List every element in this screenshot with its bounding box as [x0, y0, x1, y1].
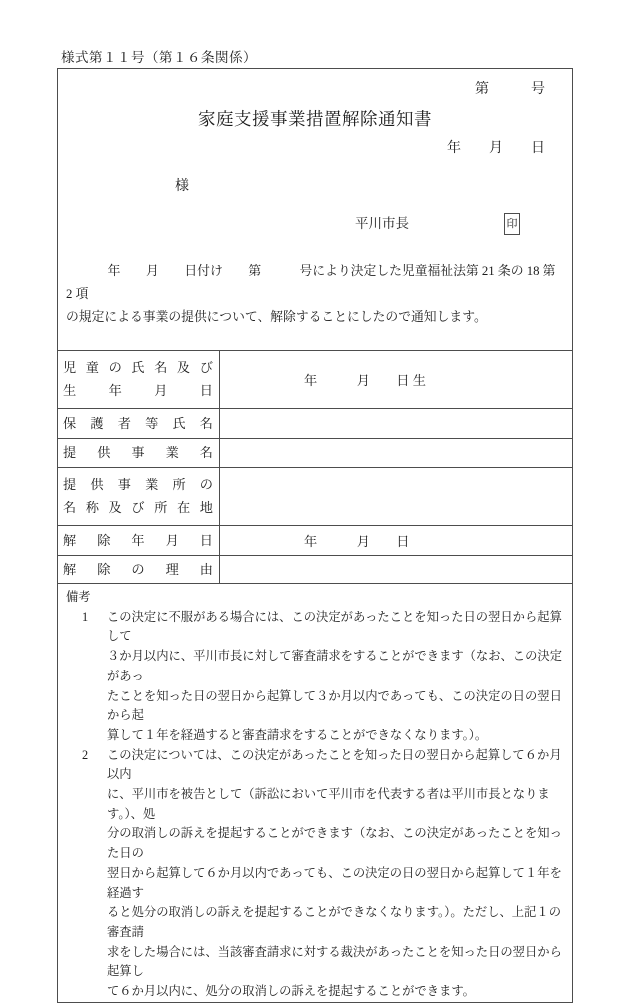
remark-item-1	[66, 608, 564, 746]
row-value	[220, 409, 572, 438]
remarks-section	[58, 584, 572, 1002]
remarks-heading: 備考	[66, 590, 91, 604]
remark-item-2	[66, 746, 564, 1002]
row-label-line: 生年月日	[63, 383, 213, 399]
info-table	[58, 350, 572, 584]
table-row-cancellation-reason	[58, 556, 572, 584]
remark-line: たことを知った日の翌日から起算して３か月以内であっても、この決定の日の翌日から起	[107, 688, 562, 723]
seal-stamp-box	[504, 213, 520, 235]
row-label-line: 提供事業所の	[63, 476, 213, 492]
row-value: 年 月 日	[304, 534, 410, 549]
issue-date-line: 年 月 日	[447, 141, 545, 156]
row-label	[58, 409, 220, 438]
document-title: 家庭支援事業措置解除通知書	[198, 109, 432, 129]
row-label	[58, 468, 220, 525]
table-row-cancellation-date	[58, 526, 572, 556]
row-label-line: 名称及び所在地	[63, 500, 213, 516]
body-paragraph	[58, 260, 572, 329]
remark-line: に、平川市を被告として（訴訟において平川市を代表する者は平川市長となります。）、処	[107, 787, 550, 821]
table-row-provider-name-address	[58, 468, 572, 526]
remark-line: ３か月以内に、平川市長に対して審査請求をすることができます（なお、この決定があっ	[107, 649, 562, 683]
remark-line: この決定に不服がある場合には、この決定があったことを知った日の翌日から起算して	[107, 609, 562, 644]
remark-number: 2	[82, 747, 89, 762]
row-label-line: 提供事業名	[63, 445, 213, 460]
remark-line: 算して１年を経過すると審査請求をすることができなくなります。）。	[107, 727, 488, 742]
remark-line: 分の取消しの訴えを提起することができます（なお、この決定があったことを知った日の	[107, 826, 562, 861]
body-line: の規定による事業の提供について、解除することにしたので通知します。	[66, 310, 487, 324]
table-row-guardian-name	[58, 409, 572, 439]
remark-line: て６か月以内に、処分の取消しの訴えを提起することができます。	[107, 984, 475, 999]
body-line: 年 月 日付け 第 号により決定した児童福祉法第 21 条の 18 第 2 項	[66, 264, 556, 301]
row-label	[58, 351, 220, 408]
remark-line: この決定については、この決定があったことを知った日の翌日から起算して６か月以内	[107, 747, 562, 782]
row-value	[220, 556, 572, 583]
table-row-service-name	[58, 439, 572, 468]
row-value	[220, 468, 572, 525]
row-value	[220, 439, 572, 467]
row-label	[58, 526, 220, 555]
issuer-line	[58, 212, 572, 236]
remark-number: 1	[82, 609, 89, 624]
notice-box	[57, 68, 573, 1003]
issuer-name: 平川市長	[355, 216, 409, 231]
row-label-line: 児童の氏名及び	[63, 359, 213, 375]
row-label-line: 保護者等氏名	[63, 415, 213, 431]
row-label	[58, 556, 220, 583]
row-label-line: 解除年月日	[63, 532, 213, 548]
remark-line: 翌日から起算して６か月以内であっても、この決定の日の翌日から起算して１年を経過す	[107, 865, 562, 900]
row-label	[58, 439, 220, 467]
row-label-line: 解除の理由	[63, 561, 213, 577]
remark-text	[107, 746, 564, 1002]
seal-label: 印	[506, 217, 518, 230]
row-value: 年 月 日 生	[304, 373, 426, 388]
remark-line: 求をした場合には、当該審査請求に対する裁決があったことを知った日の翌日から起算し	[107, 944, 562, 979]
table-row-child-name-birth	[58, 351, 572, 409]
document-number-line: 第 号	[475, 82, 545, 97]
remark-line: ると処分の取消しの訴えを提起することができなくなります。）。ただし、上記１の審査請	[107, 905, 561, 939]
remark-text	[107, 608, 564, 746]
form-number-label: 様式第１１号（第１６条関係）	[61, 50, 257, 65]
addressee-line: 様	[175, 179, 189, 194]
